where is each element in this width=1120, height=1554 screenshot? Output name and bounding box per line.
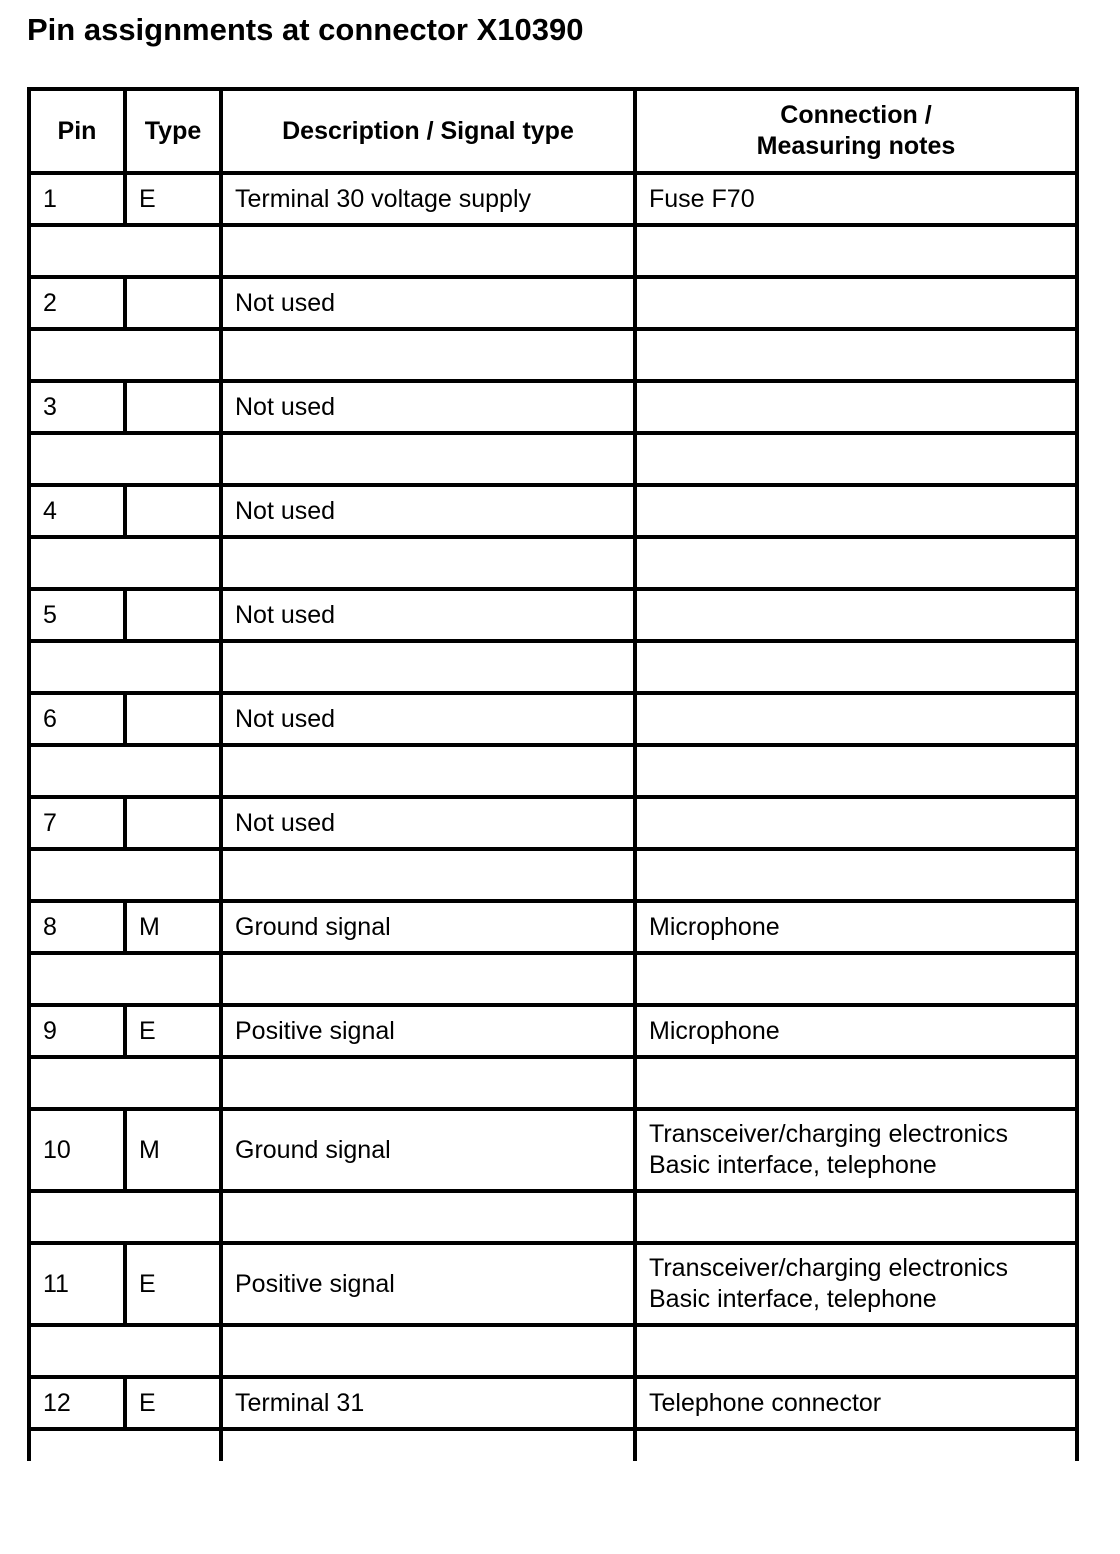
spacer-row xyxy=(29,433,1077,485)
spacer-cell xyxy=(635,745,1077,797)
notes-line: Fuse F70 xyxy=(649,184,755,213)
spacer-cell xyxy=(221,849,635,901)
spacer-row xyxy=(29,537,1077,589)
description-cell: Terminal 30 voltage supply xyxy=(221,173,635,225)
table-header-row xyxy=(29,89,1077,173)
spacer-cell xyxy=(635,1191,1077,1243)
notes-line: Basic interface, telephone xyxy=(649,1151,937,1179)
table-row xyxy=(29,797,1077,849)
spacer-cell xyxy=(635,537,1077,589)
pin-cell: 12 xyxy=(29,1377,125,1429)
spacer-cell xyxy=(221,953,635,1005)
spacer-row xyxy=(29,1429,1077,1461)
spacer-cell xyxy=(635,433,1077,485)
pin-cell: 8 xyxy=(29,901,125,953)
type-cell: E xyxy=(125,173,221,225)
description-cell: Not used xyxy=(221,797,635,849)
spacer-cell xyxy=(635,849,1077,901)
spacer-row xyxy=(29,745,1077,797)
type-cell xyxy=(125,589,221,641)
notes-cell xyxy=(635,693,1077,745)
spacer-cell xyxy=(29,329,221,381)
spacer-cell xyxy=(635,329,1077,381)
column-header-description: Description / Signal type xyxy=(221,89,635,173)
table-body xyxy=(29,173,1077,1461)
description-cell: Not used xyxy=(221,277,635,329)
notes-cell xyxy=(635,797,1077,849)
notes-cell xyxy=(635,277,1077,329)
spacer-row xyxy=(29,225,1077,277)
type-cell xyxy=(125,277,221,329)
description-cell: Ground signal xyxy=(221,901,635,953)
column-header-notes xyxy=(635,89,1077,173)
pin-cell: 11 xyxy=(29,1243,125,1325)
spacer-cell xyxy=(29,745,221,797)
column-header-pin: Pin xyxy=(29,89,125,173)
notes-cell xyxy=(635,1109,1077,1191)
spacer-cell xyxy=(29,641,221,693)
pin-cell: 5 xyxy=(29,589,125,641)
pin-assignment-table xyxy=(27,87,1079,1461)
spacer-cell xyxy=(221,1325,635,1377)
table-row xyxy=(29,1109,1077,1191)
type-cell: E xyxy=(125,1377,221,1429)
description-cell: Positive signal xyxy=(221,1005,635,1057)
table-row xyxy=(29,589,1077,641)
table-row xyxy=(29,1377,1077,1429)
notes-line: Telephone connector xyxy=(649,1388,882,1417)
spacer-cell xyxy=(29,225,221,277)
spacer-cell xyxy=(29,537,221,589)
spacer-cell xyxy=(635,1325,1077,1377)
notes-cell xyxy=(635,1005,1077,1057)
table-row xyxy=(29,693,1077,745)
spacer-row xyxy=(29,641,1077,693)
type-cell: M xyxy=(125,901,221,953)
spacer-cell xyxy=(221,225,635,277)
notes-cell xyxy=(635,901,1077,953)
spacer-cell xyxy=(29,1057,221,1109)
table-row xyxy=(29,173,1077,225)
spacer-cell xyxy=(29,849,221,901)
description-cell: Not used xyxy=(221,381,635,433)
notes-cell xyxy=(635,1243,1077,1325)
notes-cell xyxy=(635,381,1077,433)
spacer-row xyxy=(29,849,1077,901)
spacer-cell xyxy=(635,1057,1077,1109)
pin-cell: 7 xyxy=(29,797,125,849)
description-cell: Not used xyxy=(221,589,635,641)
type-cell xyxy=(125,485,221,537)
spacer-cell xyxy=(221,329,635,381)
table-row xyxy=(29,381,1077,433)
spacer-row xyxy=(29,1325,1077,1377)
description-cell: Terminal 31 xyxy=(221,1377,635,1429)
type-cell xyxy=(125,797,221,849)
notes-cell xyxy=(635,485,1077,537)
spacer-cell xyxy=(221,1429,635,1461)
spacer-cell xyxy=(221,1191,635,1243)
column-header-notes-line1: Connection / xyxy=(780,101,932,129)
spacer-cell xyxy=(221,745,635,797)
spacer-cell xyxy=(635,641,1077,693)
notes-cell xyxy=(635,173,1077,225)
notes-line: Transceiver/charging electronics xyxy=(649,1254,1008,1282)
spacer-cell xyxy=(635,1429,1077,1461)
table-row xyxy=(29,1005,1077,1057)
pin-cell: 4 xyxy=(29,485,125,537)
description-cell: Positive signal xyxy=(221,1243,635,1325)
notes-line: Microphone xyxy=(649,912,780,941)
spacer-row xyxy=(29,1057,1077,1109)
spacer-row xyxy=(29,329,1077,381)
pin-cell: 2 xyxy=(29,277,125,329)
table-row xyxy=(29,485,1077,537)
spacer-cell xyxy=(635,953,1077,1005)
type-cell xyxy=(125,693,221,745)
pin-cell: 10 xyxy=(29,1109,125,1191)
notes-line: Basic interface, telephone xyxy=(649,1285,937,1313)
spacer-cell xyxy=(29,1429,221,1461)
type-cell xyxy=(125,381,221,433)
spacer-cell xyxy=(29,1191,221,1243)
description-cell: Not used xyxy=(221,693,635,745)
spacer-cell xyxy=(221,433,635,485)
page-title: Pin assignments at connector X10390 xyxy=(27,12,584,47)
spacer-cell xyxy=(221,537,635,589)
column-header-notes-line2: Measuring notes xyxy=(756,132,956,160)
spacer-cell xyxy=(29,953,221,1005)
pin-cell: 6 xyxy=(29,693,125,745)
table-row xyxy=(29,1243,1077,1325)
pin-cell: 9 xyxy=(29,1005,125,1057)
spacer-cell xyxy=(29,433,221,485)
table-row xyxy=(29,277,1077,329)
pin-cell: 1 xyxy=(29,173,125,225)
notes-cell xyxy=(635,589,1077,641)
spacer-cell xyxy=(221,1057,635,1109)
pin-cell: 3 xyxy=(29,381,125,433)
spacer-cell xyxy=(221,641,635,693)
column-header-type: Type xyxy=(125,89,221,173)
description-cell: Not used xyxy=(221,485,635,537)
type-cell: M xyxy=(125,1109,221,1191)
description-cell: Ground signal xyxy=(221,1109,635,1191)
spacer-cell xyxy=(29,1325,221,1377)
table-row xyxy=(29,901,1077,953)
spacer-cell xyxy=(635,225,1077,277)
spacer-row xyxy=(29,1191,1077,1243)
notes-line: Transceiver/charging electronics xyxy=(649,1120,1008,1148)
type-cell: E xyxy=(125,1005,221,1057)
notes-cell xyxy=(635,1377,1077,1429)
type-cell: E xyxy=(125,1243,221,1325)
notes-line: Microphone xyxy=(649,1016,780,1045)
spacer-row xyxy=(29,953,1077,1005)
